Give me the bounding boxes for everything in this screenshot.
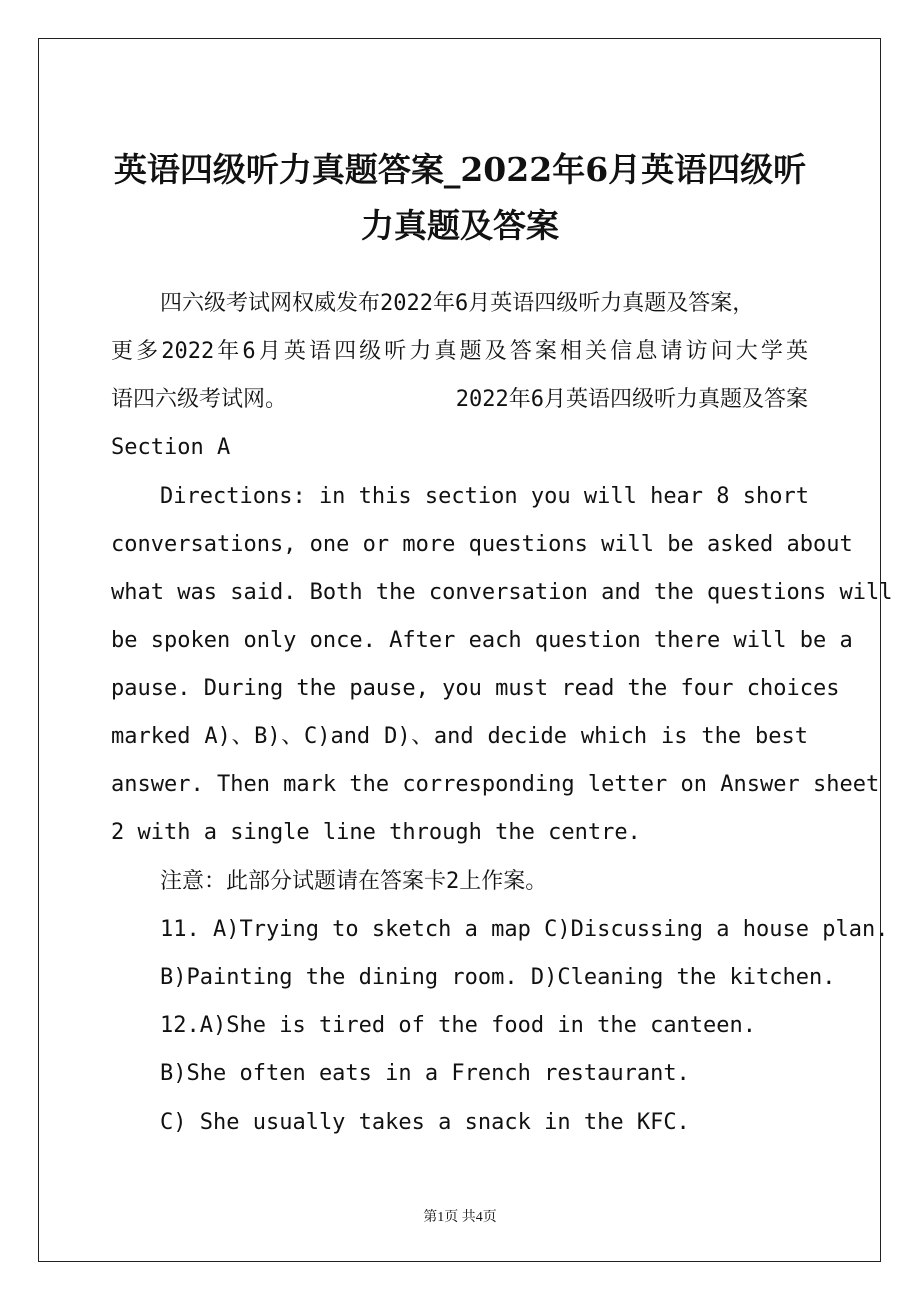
intro-line-3-heading: 2022年6月英语四级听力真题及答案 <box>455 387 808 412</box>
directions-line-6: marked A)、B)、C)and D)、and decide which is the best <box>111 724 808 749</box>
document-title-line-2: 力真题及答案 <box>361 206 559 245</box>
document-title-line-1: 英语四级听力真题答案_2022年6月英语四级听 <box>113 150 807 189</box>
directions-line-2: conversations, one or more questions will be asked about <box>111 532 853 557</box>
directions-line-4: be spoken only once. After each question there will be a <box>111 628 853 653</box>
directions-line-8: 2 with a single line through the centre. <box>111 820 641 845</box>
question-12-option-b: B)She often eats in a French restaurant. <box>160 1061 690 1086</box>
question-12-option-c: C) She usually takes a snack in the KFC. <box>160 1110 690 1135</box>
intro-line-2: 更多2022年6月英语四级听力真题及答案相关信息请访问大学英 <box>111 339 808 364</box>
intro-line-1: 四六级考试网权威发布2022年6月英语四级听力真题及答案， <box>160 291 755 316</box>
page-footer: 第1页 共4页 <box>423 1210 497 1225</box>
note-text: 注意：此部分试题请在答案卡2上作案。 <box>160 869 548 894</box>
intro-line-3-text: 语四六级考试网。 <box>111 387 288 412</box>
directions-line-5: pause. During the pause, you must read the four choices <box>111 676 840 701</box>
directions-line-3: what was said. Both the conversation and the questions will <box>111 580 893 605</box>
directions-line-1: Directions: in this section you will hear 8 short <box>160 484 810 509</box>
question-11-line-1: 11. A)Trying to sketch a map C)Discussing a house plan. <box>160 917 889 942</box>
section-heading: Section A <box>111 435 231 460</box>
intro-line-3 <box>111 384 808 416</box>
directions-line-7: answer. Then mark the corresponding letter on Answer sheet <box>111 772 880 797</box>
question-11-line-2: B)Painting the dining room. D)Cleaning the kitchen. <box>160 965 836 990</box>
question-12-option-a: 12.A)She is tired of the food in the canteen. <box>160 1013 757 1038</box>
